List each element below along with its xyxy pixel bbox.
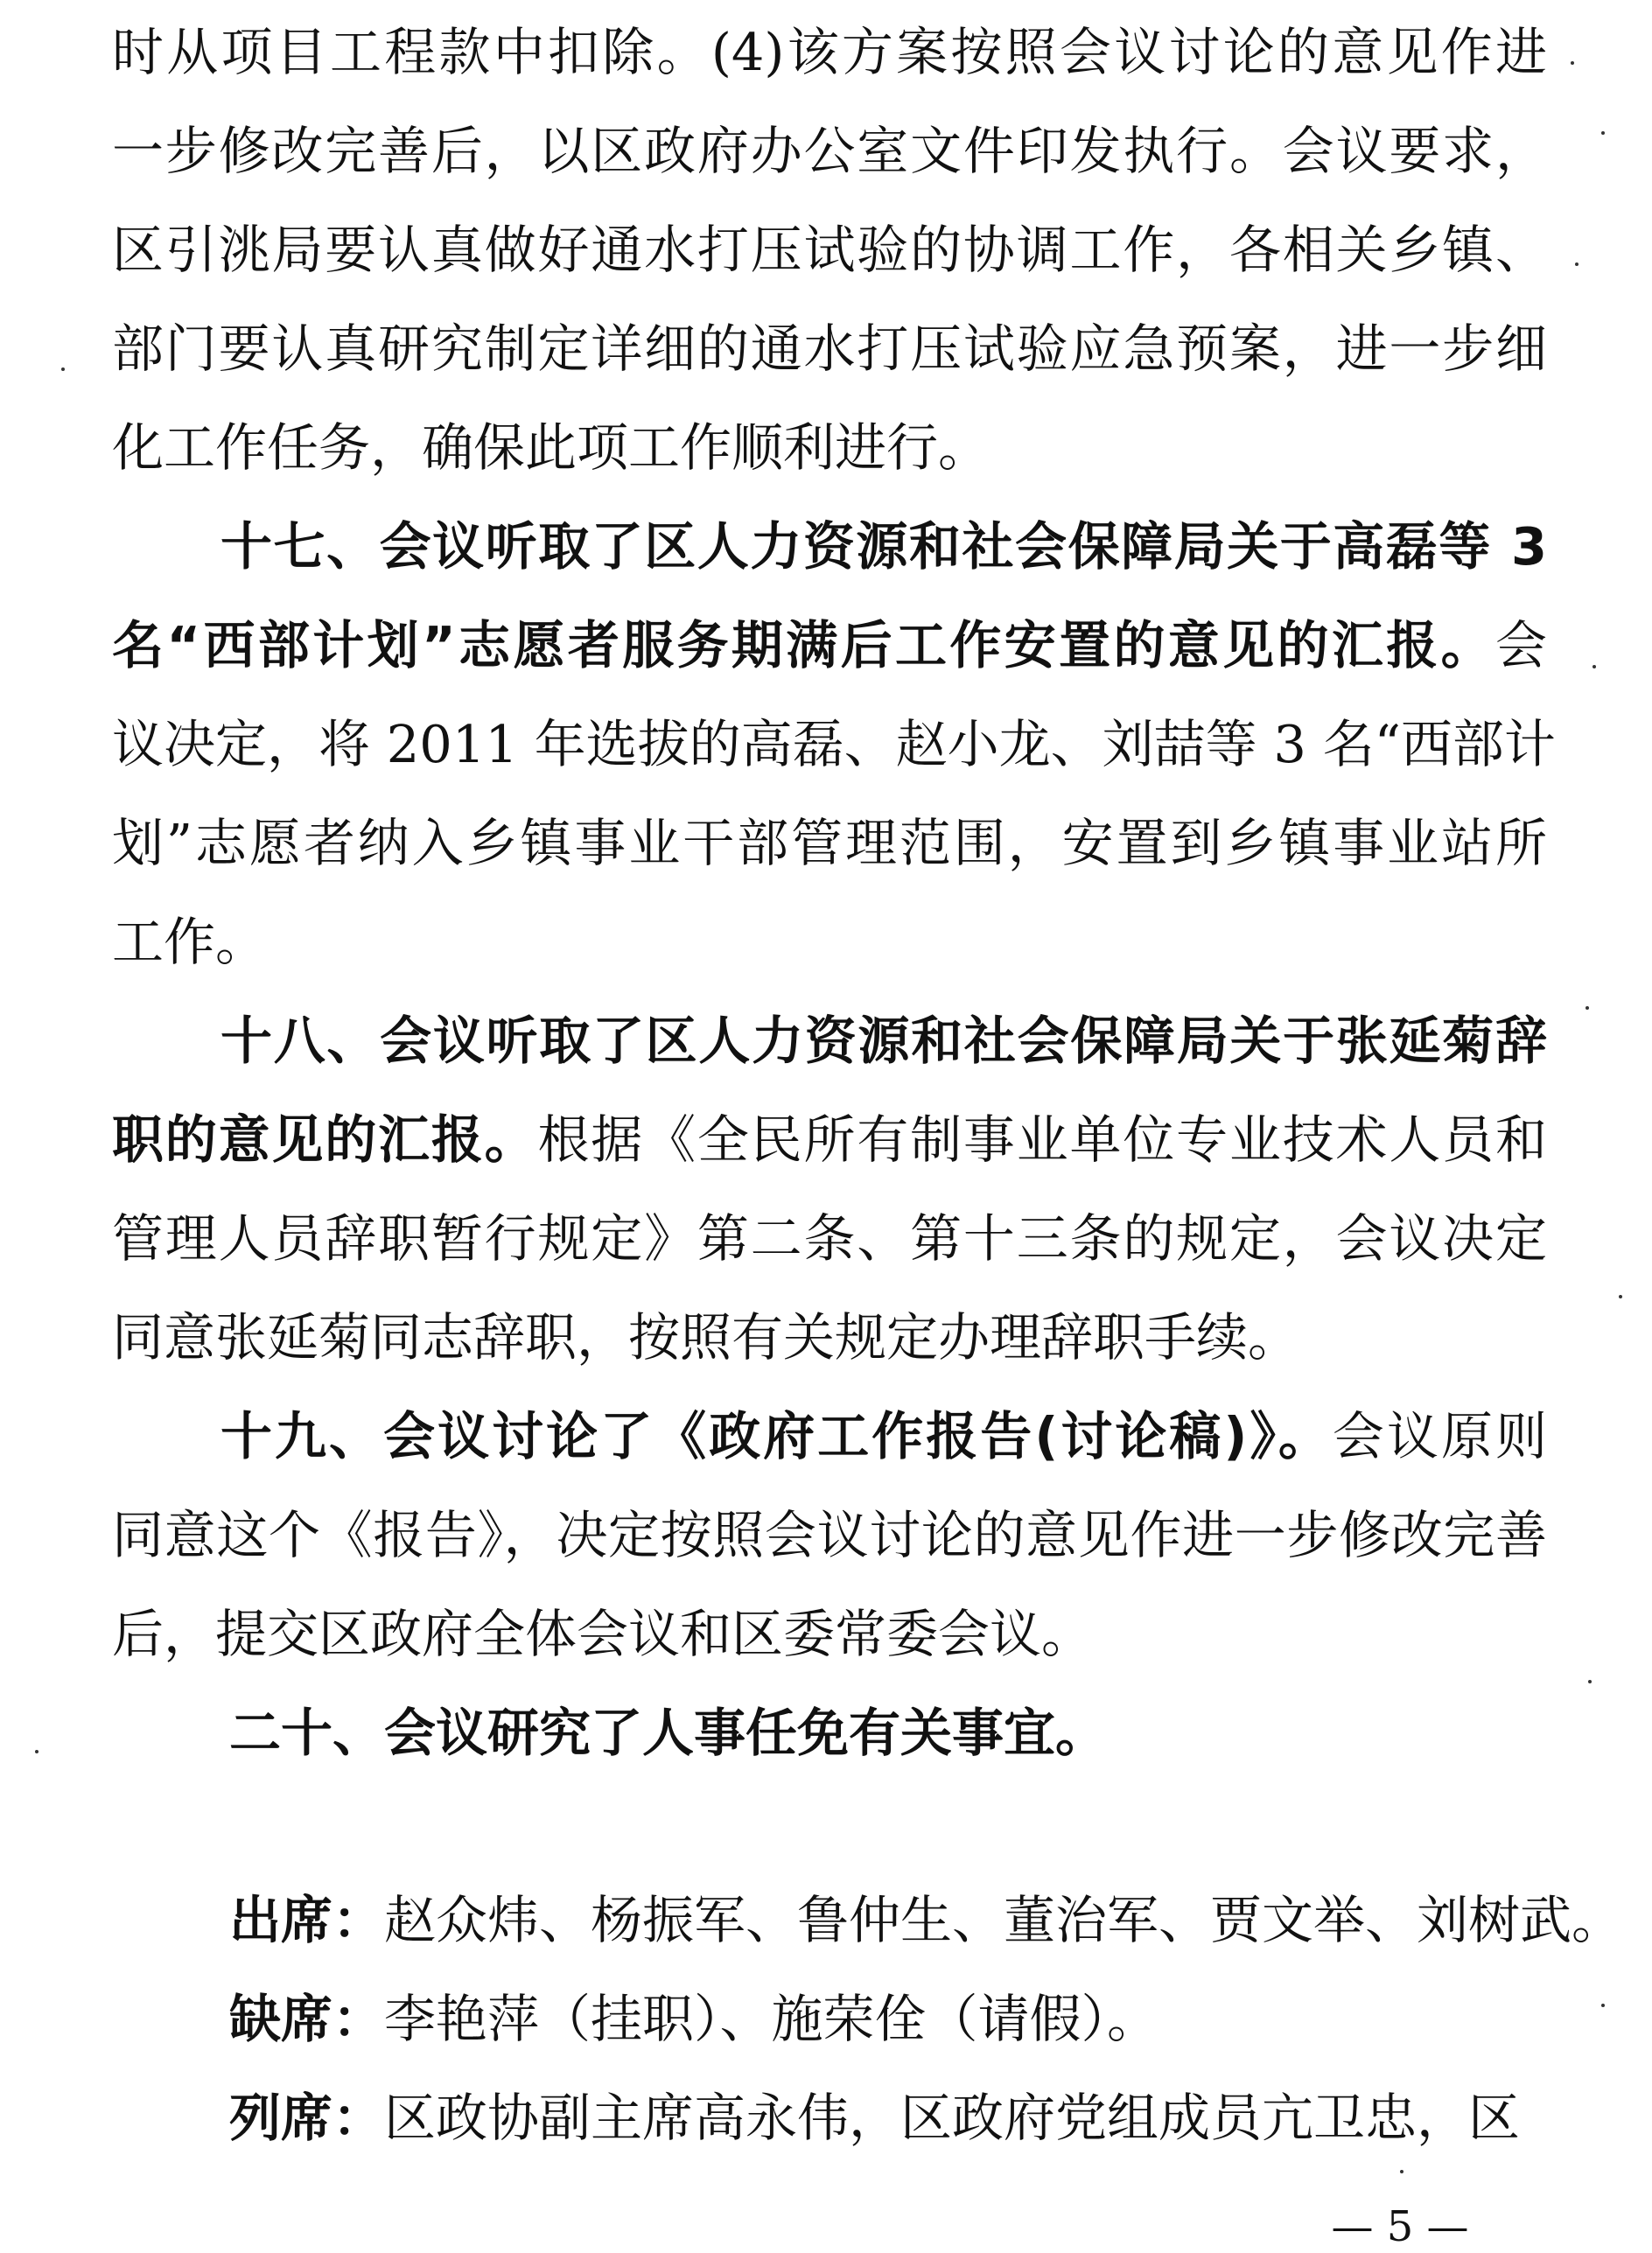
item-18-heading-line2 [112, 1092, 1547, 1188]
item-17-heading: 十七、会议听取了区人力资源和社会保障局关于高磊等 3 [220, 516, 1547, 577]
item-19-heading: 十九、会议讨论了《政府工作报告(讨论稿)》。 [220, 1406, 1333, 1466]
paragraph-line: 管理人员辞职暂行规定》第二条、第十三条的规定，会议决定 [112, 1208, 1547, 1269]
scan-speck [1592, 665, 1596, 668]
item-19-heading-line [220, 1389, 1547, 1485]
paragraph-line: 工作。 [112, 912, 268, 972]
scan-speck [1571, 61, 1574, 65]
paragraph-line: 时从项目工程款中扣除。(4)该方案按照会议讨论的意见作进 [112, 22, 1547, 82]
scan-speck [1400, 2170, 1404, 2173]
item-17-heading-line2 [112, 598, 1547, 694]
scan-speck [1586, 1006, 1589, 1010]
paragraph-line: 同意这个《报告》，决定按照会议讨论的意见作进一步修改完善 [112, 1505, 1547, 1565]
scan-speck [1601, 2004, 1605, 2007]
scan-speck [1575, 262, 1578, 266]
absent-names: 李艳萍（挂职）、施荣佺（请假）。 [384, 1989, 1159, 2049]
paragraph-line: 一步修改完善后，以区政府办公室文件印发执行。会议要求， [112, 121, 1547, 181]
attendance-absent [229, 1971, 1547, 2068]
item-20-heading: 二十、会议研究了人事任免有关事宜。 [229, 1703, 1108, 1763]
paragraph-line: 部门要认真研究制定详细的通水打压试验应急预案，进一步细 [112, 318, 1547, 379]
item-17-text: 会 [1494, 615, 1547, 675]
scan-speck [1619, 1295, 1622, 1298]
item-19-text: 会议原则 [1332, 1406, 1547, 1466]
page-number: — 5 — [1331, 2202, 1469, 2251]
present-label: 出席： [229, 1890, 385, 1950]
paragraph-line: 同意张延菊同志辞职，按照有关规定办理辞职手续。 [112, 1307, 1300, 1368]
item-18-heading: 十八、会议听取了区人力资源和社会保障局关于张延菊辞 [220, 1011, 1547, 1071]
scan-speck [61, 367, 65, 371]
attendance-present [229, 1872, 1624, 1969]
present-names: 赵众炜、杨振军、鲁仲生、董治军、贾文举、刘树武。 [384, 1890, 1624, 1950]
paragraph-line: 议决定，将 2011 年选拔的高磊、赵小龙、刘喆等 3 名“西部计 [112, 714, 1556, 774]
observers-label: 列席： [229, 2088, 385, 2148]
paragraph-line: 划”志愿者纳入乡镇事业干部管理范围，安置到乡镇事业站所 [112, 813, 1547, 873]
scan-speck [35, 1750, 38, 1753]
paragraph-line: 化工作任务，确保此项工作顺利进行。 [112, 417, 990, 478]
absent-label: 缺席： [229, 1989, 385, 2049]
paragraph-line: 区引洮局要认真做好通水打压试验的协调工作，各相关乡镇、 [112, 220, 1547, 280]
item-18-text: 根据《全民所有制事业单位专业技术人员和 [537, 1109, 1547, 1170]
item-17-heading-cont: 名“西部计划”志愿者服务期满后工作安置的意见的汇报。 [112, 615, 1495, 675]
attendance-observers [229, 2070, 1547, 2166]
scan-speck [1601, 131, 1605, 135]
paragraph-line: 后，提交区政府全体会议和区委常委会议。 [112, 1604, 1094, 1664]
observer-names: 区政协副主席高永伟，区政府党组成员亢卫忠，区 [384, 2088, 1521, 2148]
scan-speck [1588, 1680, 1592, 1683]
item-18-heading-cont: 职的意见的汇报。 [112, 1109, 538, 1170]
